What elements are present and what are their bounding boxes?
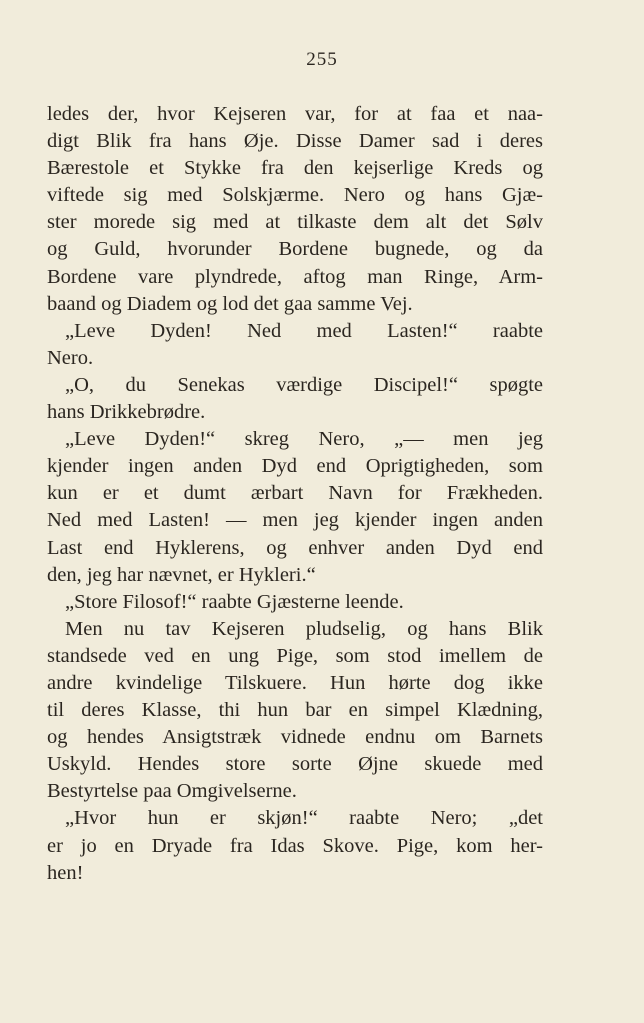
- text-line: Men nu tav Kejseren pludselig, og hans Blik: [65, 617, 543, 640]
- text-line: og hendes Ansigtstræk vidnede endnu om Barnets: [47, 726, 543, 749]
- text-line: Last end Hyklerens, og enhver anden Dyd end: [47, 536, 543, 559]
- text-line: hans Drikkebrødre.: [47, 401, 206, 424]
- text-line: Bærestole et Stykke fra den kejserlige Kreds og: [47, 157, 543, 180]
- text-line: Nero.: [47, 346, 94, 369]
- text-line: den, jeg har nævnet, er Hykleri.“: [47, 563, 316, 586]
- text-line: „Leve Dyden! Ned med Lasten!“ raabte: [65, 319, 543, 342]
- text-line: ledes der, hvor Kejseren var, for at faa et naa-: [47, 103, 543, 125]
- text-line: og Guld, hvorunder Bordene bugnede, og da: [47, 238, 543, 261]
- text-line: er jo en Dryade fra Idas Skove. Pige, kom her-: [47, 834, 543, 857]
- text-line: digt Blik fra hans Øje. Disse Damer sad i deres: [47, 130, 543, 153]
- text-line: „Store Filosof!“ raabte Gjæsterne leende.: [65, 590, 404, 613]
- text-line: baand og Diadem og lod det gaa samme Vej.: [47, 292, 413, 315]
- text-line: kjender ingen anden Dyd end Oprigtigheden, som: [47, 455, 543, 478]
- text-line: „O, du Senekas værdige Discipel!“ spøgte: [65, 373, 543, 396]
- text-line: kun er et dumt ærbart Navn for Frækheden.: [47, 482, 543, 505]
- body-text: [47, 101, 543, 887]
- text-line: „Leve Dyden!“ skreg Nero, „— men jeg: [65, 428, 543, 451]
- page-number: 255: [306, 49, 338, 70]
- text-line: standsede ved en ung Pige, som stod imellem de: [47, 644, 543, 667]
- text-line: viftede sig med Solskjærme. Nero og hans Gjæ-: [47, 184, 543, 207]
- text-line: Ned med Lasten! — men jeg kjender ingen anden: [47, 509, 543, 532]
- text-line: andre kvindelige Tilskuere. Hun hørte dog ikke: [47, 671, 543, 694]
- text-line: til deres Klasse, thi hun bar en simpel Klædning,: [47, 699, 543, 722]
- text-line: Bestyrtelse paa Omgivelserne.: [47, 780, 297, 803]
- text-line: ster morede sig med at tilkaste dem alt det Sølv: [47, 211, 543, 234]
- text-line: Uskyld. Hendes store sorte Øjne skuede med: [47, 753, 543, 776]
- text-line: „Hvor hun er skjøn!“ raabte Nero; „det: [65, 807, 543, 830]
- text-line: hen!: [47, 861, 84, 884]
- text-line: Bordene vare plyndrede, aftog man Ringe, Arm-: [47, 265, 543, 288]
